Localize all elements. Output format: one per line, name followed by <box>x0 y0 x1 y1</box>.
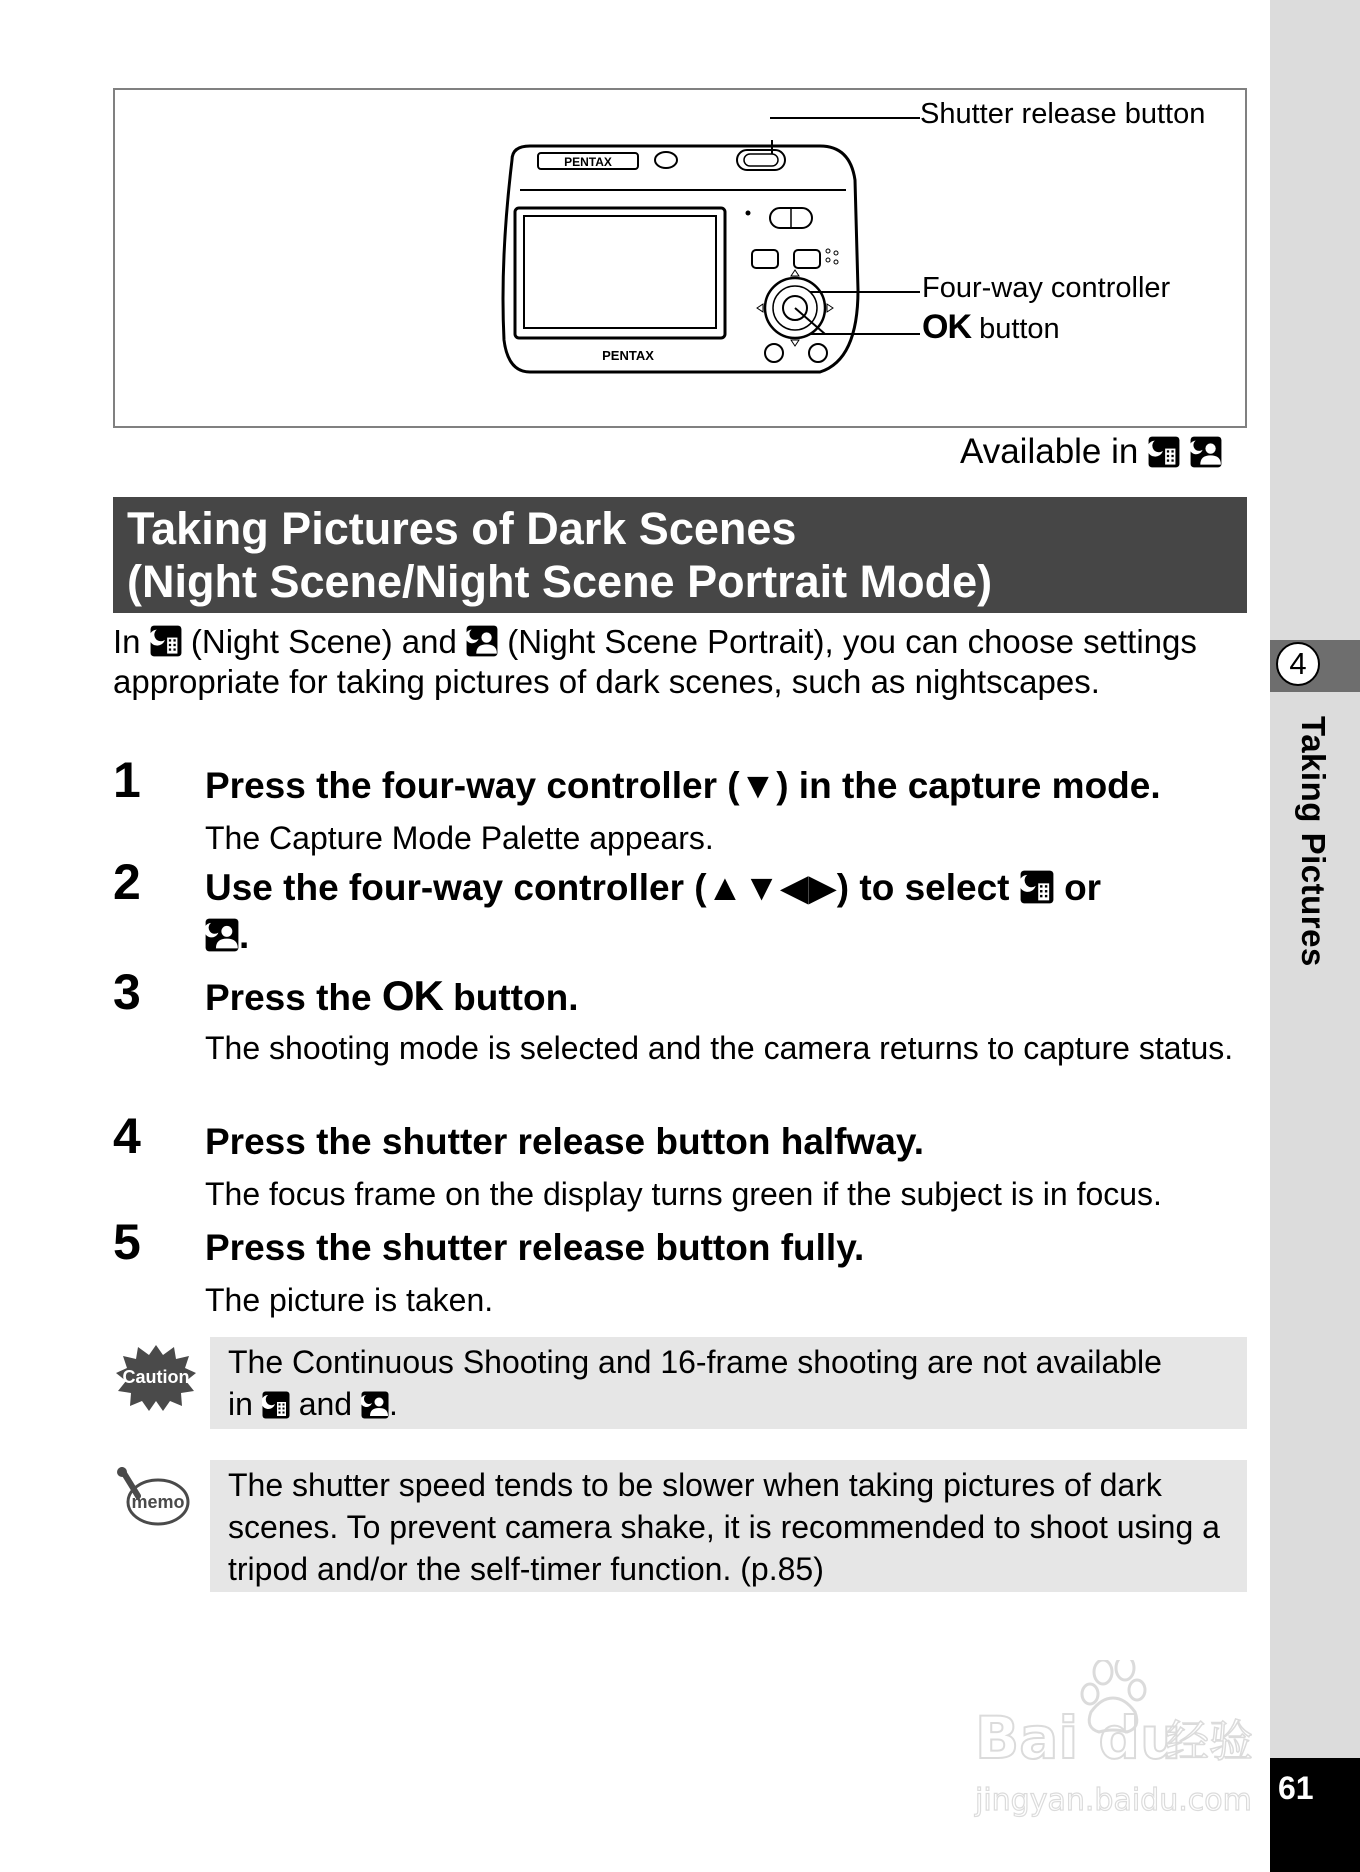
night-scene-portrait-mode-icon <box>205 918 239 952</box>
available-in <box>960 432 1222 472</box>
step-2-text-a: Use the four-way controller (▲▼◀▶) to select <box>205 867 1010 908</box>
night-scene-mode-icon <box>150 625 182 657</box>
baidu-watermark <box>965 1660 1265 1820</box>
watermark-url: jingyan.baidu.com <box>975 1783 1252 1818</box>
caution-text-in: in <box>228 1386 253 1422</box>
step-heading-1: Press the four-way controller (▼) in the capture mode. <box>205 765 1161 806</box>
brand-bottom-label: PENTAX <box>602 348 654 363</box>
night-scene-mode-icon <box>262 1391 290 1419</box>
watermark-brand: Bai du <box>975 1704 1182 1772</box>
step-3-text-a: Press the <box>205 977 372 1018</box>
step-2-text-period: . <box>239 915 250 956</box>
night-scene-mode-icon <box>1148 436 1180 468</box>
callout-ok-button <box>922 308 1060 347</box>
caution-note <box>210 1337 1247 1429</box>
step-description-1: The Capture Mode Palette appears. <box>205 820 714 856</box>
night-scene-portrait-mode-icon <box>361 1391 389 1419</box>
night-scene-portrait-mode-icon <box>1190 436 1222 468</box>
caution-line-1: The Continuous Shooting and 16-frame shooting are not available <box>228 1344 1162 1380</box>
brand-top-label: PENTAX <box>564 155 612 169</box>
caution-icon-label: Caution <box>122 1367 190 1387</box>
section-title-line1: Taking Pictures of Dark Scenes <box>127 503 797 554</box>
night-scene-portrait-mode-icon <box>466 625 498 657</box>
caution-line-2 <box>228 1383 1229 1425</box>
step-heading-2 <box>205 864 1250 960</box>
step-number-3: 3 <box>113 964 141 1020</box>
caution-text-period: . <box>388 1386 398 1422</box>
step-2-text-or: or <box>1064 867 1102 908</box>
caution-icon <box>116 1343 196 1411</box>
page-number: 61 <box>1278 1770 1314 1806</box>
memo-note: The shutter speed tends to be slower when taking pictures of dark scenes. To prevent camera shake, it is recommended to shoot using a tripod and/or the self-timer function. (p.85) <box>210 1460 1247 1592</box>
intro-paragraph <box>113 622 1253 702</box>
step-number-1: 1 <box>113 752 141 808</box>
intro-text-night-scene: (Night Scene) and <box>190 623 457 660</box>
step-description-3: The shooting mode is selected and the camera returns to capture status. <box>205 1030 1234 1066</box>
step-number-2: 2 <box>113 854 141 910</box>
ok-glyph: OK <box>381 972 443 1019</box>
callout-four-way-controller: Four-way controller <box>922 272 1171 304</box>
memo-icon-label: memo <box>131 1492 185 1512</box>
section-title-line2: (Night Scene/Night Scene Portrait Mode) <box>127 556 993 607</box>
step-heading-4: Press the shutter release button halfway. <box>205 1121 924 1162</box>
chapter-number: 4 <box>1276 642 1320 686</box>
leader-lines <box>770 116 920 376</box>
step-number-5: 5 <box>113 1214 141 1270</box>
step-description-5: The picture is taken. <box>205 1282 494 1318</box>
available-in-label: Available in <box>960 432 1139 471</box>
intro-text-rest: (Night Scene Portrait), you can choose settings appropriate for taking pictures of dark scenes, such as nightscapes. <box>113 623 1197 700</box>
step-description-4: The focus frame on the display turns green if the subject is in focus. <box>205 1176 1162 1212</box>
step-heading-5: Press the shutter release button fully. <box>205 1227 865 1268</box>
watermark-cjk: 经验 <box>1165 1716 1253 1767</box>
step-heading-3 <box>205 972 1250 1022</box>
callout-shutter-release: Shutter release button <box>920 98 1206 130</box>
ok-glyph: OK <box>922 308 971 346</box>
step-number-4: 4 <box>113 1108 141 1164</box>
night-scene-mode-icon <box>1020 870 1054 904</box>
caution-text-and: and <box>298 1386 353 1422</box>
intro-text-in: In <box>113 623 141 660</box>
section-title <box>113 497 1247 613</box>
ok-button-label: button <box>979 313 1060 345</box>
memo-icon <box>114 1466 190 1528</box>
chapter-title: Taking Pictures <box>1295 716 1332 967</box>
step-3-text-b: button. <box>453 977 579 1018</box>
